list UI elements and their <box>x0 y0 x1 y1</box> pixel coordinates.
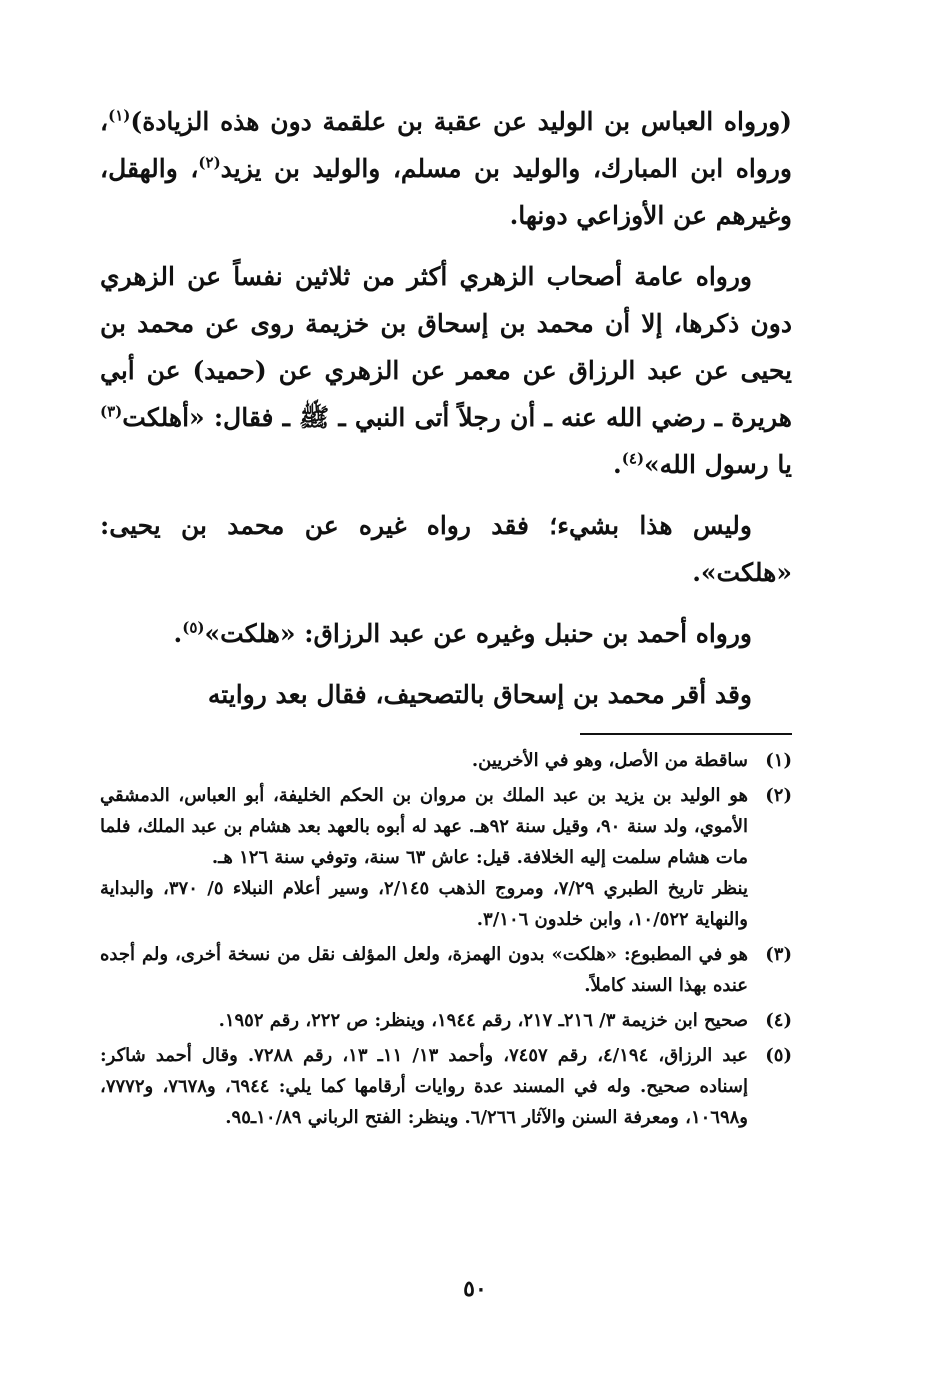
footnote-line: عبد الرزاق، ٤/١٩٤، رقم ٧٤٥٧، وأحمد ١٣/ ١١ـ ١٣، رقم ٧٢٨٨. وقال أحمد شاكر: إسناده صحيح. وله في المسند عدة روايات أرقامها كما يلي: ٦٩٤٤، و٧٦٧٨، و٧٧٧٢، و١٠٦٩٨، ومعرفة السنن والآثار ٦/٢٦٦. وينظر: الفتح الرباني ١٠/٨٩ـ٩٥. <box>100 1045 749 1128</box>
footnote-line: صحيح ابن خزيمة ٣/ ٢١٦ـ ٢١٧، رقم ١٩٤٤، وينظر: ص ٢٢٢، رقم ١٩٥٢. <box>218 1010 748 1031</box>
footnote-ref-4[interactable]: (٤) <box>621 449 645 468</box>
footnote-4 <box>100 1005 792 1036</box>
footnote-1 <box>100 745 792 776</box>
footnote-text <box>100 1040 748 1133</box>
paragraph-1-part-c: ، والهقل، وغيرهم عن الأوزاعي دونها. <box>100 154 792 230</box>
footnote-text <box>100 939 748 1001</box>
footnote-line: ساقطة من الأصل، وهو في الأخريين. <box>471 750 748 771</box>
footnote-ref-3[interactable]: (٣) <box>100 402 123 421</box>
footnote-text <box>100 780 748 935</box>
paragraph-4-part-b: . <box>173 619 183 648</box>
paragraph-4 <box>100 610 792 657</box>
footnote-text <box>100 745 748 776</box>
paragraph-1-part-a: (ورواه العباس بن الوليد عن عقبة بن علقمة دون هذه الزيادة) <box>130 107 792 136</box>
paragraph-4-part-a: ورواه أحمد بن حنبل وغيره عن عبد الرزاق: «هلكت» <box>204 619 752 648</box>
footnote-number: (٤) <box>765 1010 792 1031</box>
footnote-number: (٣) <box>765 944 792 965</box>
paragraph-2-part-c: . <box>613 450 622 479</box>
footnote-ref-5[interactable]: (٥) <box>182 618 205 637</box>
main-text <box>100 98 792 732</box>
footnote-2 <box>100 780 792 935</box>
footnote-line: هو الوليد بن يزيد بن عبد الملك بن مروان بن الحكم الخليفة، أبو العباس، الدمشقي الأموي، ولد سنة ٩٠، وقيل سنة ٩٢هـ. عهد له أبوه بالعهد بعد هشام بن عبد الملك، فلما مات هشام سلمت إليه الخلافة. قيل: عاش ٦٣ سنة، وتوفي سنة ١٢٦ هـ. <box>100 785 749 868</box>
footnote-ref-1[interactable]: (١) <box>108 106 131 125</box>
paragraph-2-part-a: ورواه عامة أصحاب الزهري أكثر من ثلاثين نفساً عن الزهري دون ذكرها، إلا أن محمد بن إسحاق بن خزيمة روى عن محمد بن يحيى عن عبد الرزاق عن معمر عن الزهري عن (حميد) عن أبي هريرة ـ رضي الله عنه ـ أن رجلاً أتى النبي ـ ﷺ ـ فقال: «أهلكت <box>100 262 792 432</box>
page-number: ٥٠ <box>463 1276 487 1302</box>
footnote-ref-2[interactable]: (٢) <box>198 153 221 172</box>
footnote-separator <box>580 733 792 735</box>
footnote-5 <box>100 1040 792 1133</box>
paragraph-2 <box>100 253 792 488</box>
footnote-number: (٢) <box>765 785 792 806</box>
paragraph-1-part-b: ، ورواه ابن المبارك، والوليد بن مسلم، والوليد بن يزيد <box>100 107 792 183</box>
footnote-3 <box>100 939 792 1001</box>
footnote-line: ينظر تاريخ الطبري ٧/٢٩، ومروج الذهب ٢/١٤٥، وسير أعلام النبلاء ٥/ ٣٧٠، والبداية والنهاية ١٠/٥٢٢، وابن خلدون ٣/١٠٦. <box>100 878 748 930</box>
footnote-number: (١) <box>765 750 792 771</box>
footnotes <box>100 745 792 1137</box>
footnote-line: هو في المطبوع: «هلكت» بدون الهمزة، ولعل المؤلف نقل من نسخة أخرى، ولم أجده عنده بهذا السند كاملاً. <box>100 944 748 996</box>
paragraph-3: وليس هذا بشيء؛ فقد رواه غيره عن محمد بن يحيى: «هلكت». <box>100 511 792 587</box>
footnote-number: (٥) <box>765 1045 792 1066</box>
paragraph-5: وقد أقر محمد بن إسحاق بالتصحيف، فقال بعد روايته <box>207 680 752 709</box>
paragraph-1 <box>100 98 792 239</box>
footnote-text <box>100 1005 748 1036</box>
paragraph-2-part-b: يا رسول الله» <box>644 450 792 479</box>
